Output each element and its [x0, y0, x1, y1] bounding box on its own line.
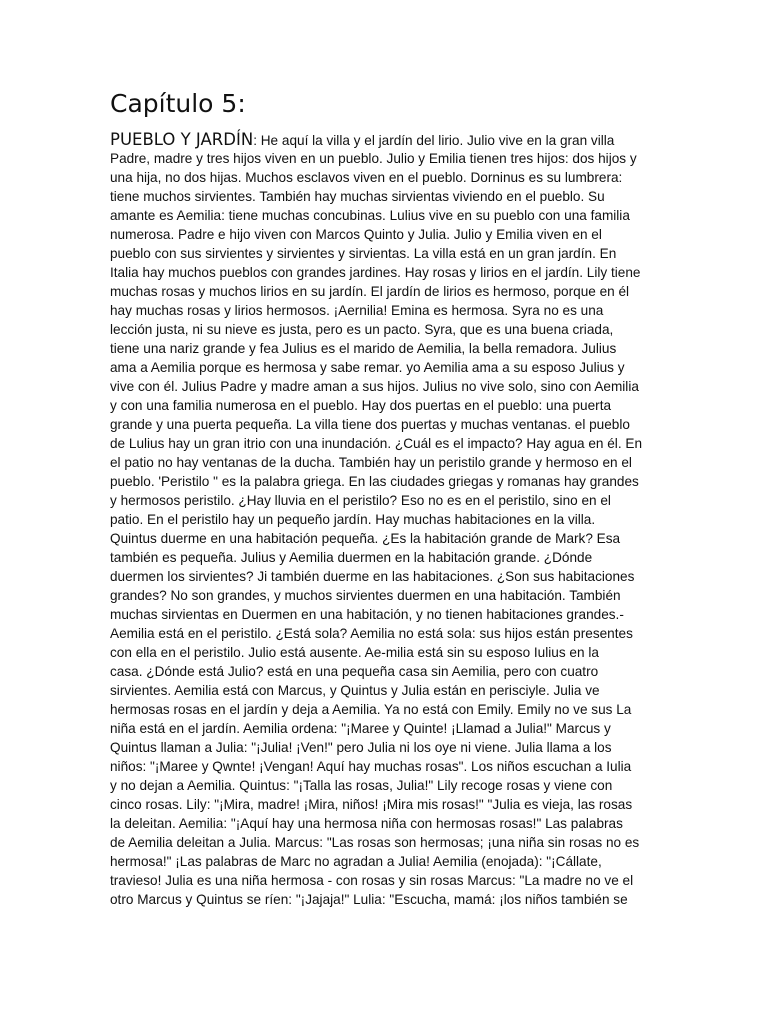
text-line: también es pequeña. Julius y Aemilia duermen en la habitación grande. ¿Dónde [110, 550, 593, 565]
text-line: vive con él. Julius Padre y madre aman a sus hijos. Julius no vive solo, sino con Aemilia [110, 379, 639, 394]
text-line: hermosas rosas en el jardín y deja a Aemilia. Ya no está con Emily. Emily no ve sus La [110, 702, 632, 717]
text-line: el patio no hay ventanas de la ducha. También hay un peristilo grande y hermoso en el [110, 455, 632, 470]
text-line: grandes? No son grandes, y muchos sirvientes duermen en una habitación. También [110, 588, 621, 603]
text-line: y no dejan a Aemilia. Quintus: "¡Talla las rosas, Julia!" Lily recoge rosas y viene con [110, 778, 613, 793]
text-line: tiene una nariz grande y fea Julius es el marido de Aemilia, la bella remadora. Julius [110, 341, 617, 356]
text-line: amante es Aemilia: tiene muchas concubinas. Lulius vive en su pueblo con una familia [110, 208, 630, 223]
text-line: muchas rosas y muchos lirios en su jardín. El jardín de lirios es hermoso, porque en él [110, 284, 630, 299]
text-line: otro Marcus y Quintus se ríen: "¡Jajaja!" Lulia: "Escucha, mamá: ¡los niños también se [110, 892, 628, 907]
text-line: tiene muchos sirvientes. También hay muchas sirvientas viviendo en el pueblo. Su [110, 189, 605, 204]
text-line: niña está en el jardín. Aemilia ordena: "¡Maree y Quinte! ¡Llamad a Julia!" Marcus y [110, 721, 611, 736]
text-line: lección justa, ni su nieve es justa, pero es un pacto. Syra, que es una buena criada, [110, 322, 614, 337]
text-line: pueblo. 'Peristilo " es la palabra griega. En las ciudades griegas y romanas hay grandes [110, 474, 639, 489]
text-line: Padre, madre y tres hijos viven en un pueblo. Julio y Emilia tienen tres hijos: dos hijos y [110, 151, 637, 166]
text-line: Quintus duerme en una habitación pequeña. ¿Es la habitación grande de Mark? Esa [110, 531, 621, 546]
text-line: Italia hay muchos pueblos con grandes jardines. Hay rosas y lirios en el jardín. Lily tiene [110, 265, 641, 280]
text-line: patio. En el peristilo hay un pequeño jardín. Hay muchas habitaciones en la villa. [110, 512, 596, 527]
text-line: travieso! Julia es una niña hermosa - con rosas y sin rosas Marcus: "La madre no ve el [110, 873, 634, 888]
text-line: ama a Aemilia porque es hermosa y sabe remar. yo Aemilia ama a su esposo Julius y [110, 360, 625, 375]
text-line: numerosa. Padre e hijo viven con Marcos Quinto y Julia. Julio y Emilia viven en el [110, 227, 602, 242]
text-line: Aemilia está en el peristilo. ¿Está sola? Aemilia no está sola: sus hijos están presentes [110, 626, 633, 641]
text-line-fragment: : He aquí la villa y el jardín del lirio. Julio vive en la gran villa [253, 133, 615, 148]
text-line: casa. ¿Dónde está Julio? está en una pequeña casa sin Aemilia, pero con cuatro [110, 664, 599, 679]
text-line: la deleitan. Aemilia: "¡Aquí hay una hermosa niña con hermosas rosas!" Las palabras [110, 816, 623, 831]
text-line: cinco rosas. Lily: "¡Mira, madre! ¡Mira, niños! ¡Mira mis rosas!" "Julia es vieja, las rosas [110, 797, 633, 812]
text-line: y con una familia numerosa en el pueblo. Hay dos puertas en el pueblo: una puerta [110, 398, 612, 413]
text-line [110, 130, 662, 149]
text-line: sirvientes. Aemilia está con Marcus, y Quintus y Julia están en perisciyle. Julia ve [110, 683, 600, 698]
text-line: grande y una puerta pequeña. La villa tiene dos puertas y muchas ventanas. el pueblo [110, 417, 630, 432]
text-line: hermosa!" ¡Las palabras de Marc no agradan a Julia! Aemilia (enojada): "¡Cállate, [110, 854, 602, 869]
text-line: muchas sirvientas en Duermen en una habitación, y no tienen habitaciones grandes.- [110, 607, 624, 622]
body-text [110, 130, 662, 909]
text-line: y hermosos peristilo. ¿Hay lluvia en el peristilo? Eso no es en el peristilo, sino en el [110, 493, 611, 508]
chapter-title: Capítulo 5: [110, 89, 246, 118]
text-line: una hija, no dos hijas. Muchos esclavos viven en el pueblo. Dorninus es su lumbrera: [110, 170, 623, 185]
text-line: de Aemilia deleitan a Julia. Marcus: "Las rosas son hermosas; ¡una niña sin rosas no es [110, 835, 640, 850]
text-line: de Lulius hay un gran itrio con una inundación. ¿Cuál es el impacto? Hay agua en él. En [110, 436, 643, 451]
section-heading: PUEBLO Y JARDÍN [110, 130, 254, 149]
text-line: hay muchas rosas y lirios hermosos. ¡Aernilia! Emina es hermosa. Syra no es una [110, 303, 604, 318]
text-line: Quintus llaman a Julia: "¡Julia! ¡Ven!" pero Julia ni los oye ni viene. Julia llama a los [110, 740, 612, 755]
text-line: pueblo con sus sirvientes y sirvientes y sirvientas. La villa está en un gran jardín. En [110, 246, 617, 261]
text-line: duermen los sirvientes? Ji también duerme en las habitaciones. ¿Son sus habitaciones [110, 569, 635, 584]
text-line: con ella en el peristilo. Julio está ausente. Ae-milia está sin su esposo Iulius en la [110, 645, 599, 660]
text-line: niños: "¡Maree y Qwnte! ¡Vengan! Aquí hay muchas rosas". Los niños escuchan a Iulia [110, 759, 632, 774]
